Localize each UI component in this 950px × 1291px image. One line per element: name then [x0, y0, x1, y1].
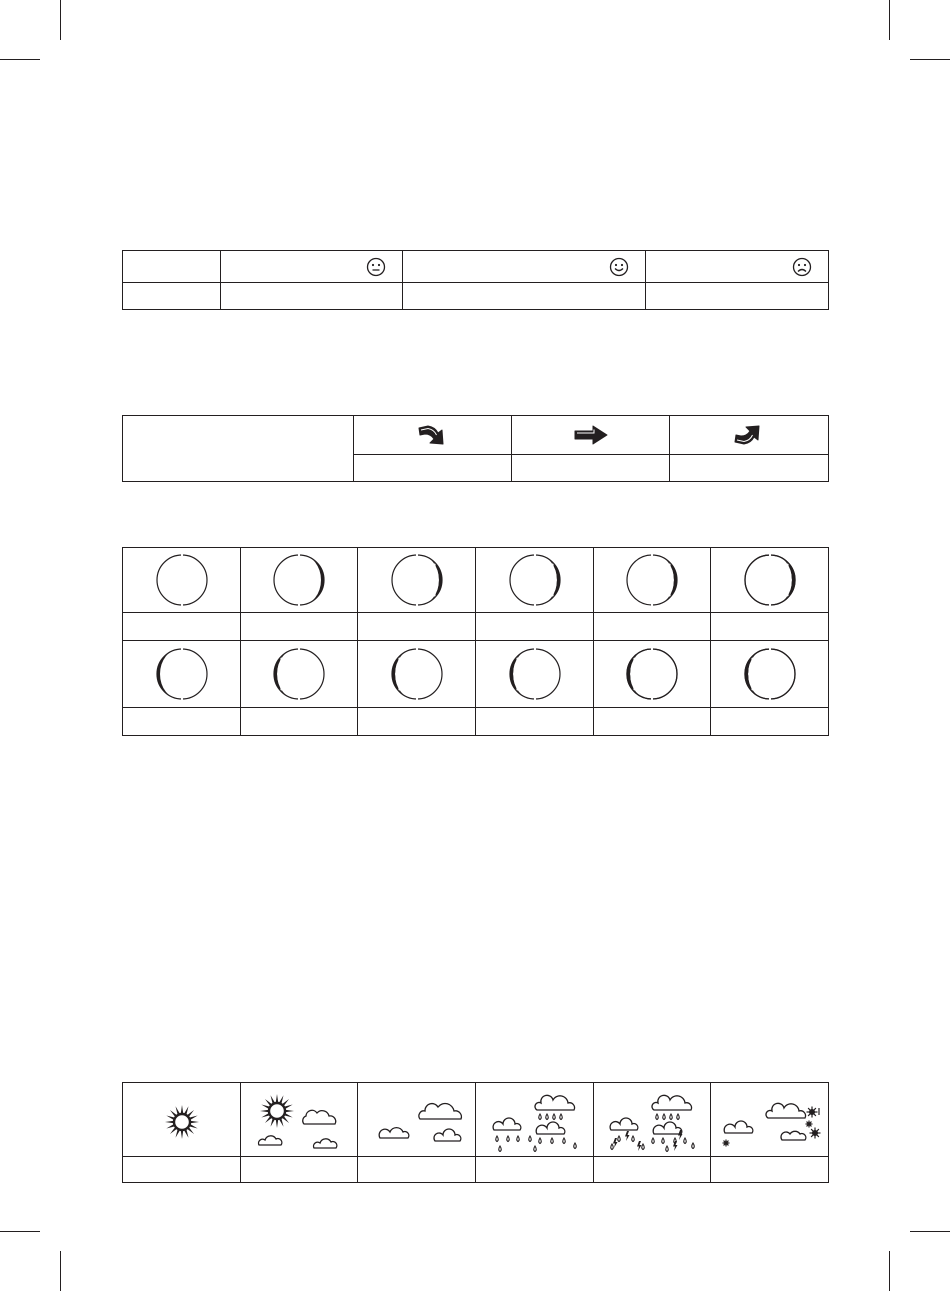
- moon-cell: [123, 548, 241, 613]
- moon-phase-7-icon: [155, 647, 209, 701]
- smiling-face-icon: [609, 257, 629, 277]
- pressure-value: [512, 455, 670, 482]
- moon-phase-5-icon: [625, 553, 679, 607]
- heavy-rain-icon: [597, 1088, 707, 1152]
- pressure-rising-cell: [670, 416, 829, 455]
- weather-label: [241, 1157, 358, 1183]
- pressure-value: [354, 455, 512, 482]
- weather-label: [358, 1157, 476, 1183]
- sunny-icon: [127, 1088, 237, 1152]
- moon-label: [476, 708, 594, 736]
- weather-cell: [476, 1083, 594, 1157]
- moon-cell: [476, 548, 594, 613]
- crop-mark-bottom-left-v: [60, 1251, 61, 1291]
- moon-cell: [358, 548, 476, 613]
- crop-mark-bottom-right-h: [910, 1231, 950, 1232]
- moon-label: [123, 613, 241, 641]
- neutral-face-icon: [366, 257, 386, 277]
- moon-phase-11-icon: [625, 647, 679, 701]
- arrow-down-right-icon: [416, 422, 450, 448]
- comfort-row2-value: [221, 283, 403, 310]
- moon-cell: [711, 548, 829, 613]
- pressure-steady-cell: [512, 416, 670, 455]
- rain-icon: [480, 1088, 590, 1152]
- weather-label: [123, 1157, 241, 1183]
- moon-label: [358, 708, 476, 736]
- sun-and-clouds-icon: [244, 1088, 354, 1152]
- comfort-row1-label: [123, 251, 221, 283]
- moon-label: [123, 708, 241, 736]
- comfort-table: [122, 250, 829, 310]
- weather-forecast-table: [122, 1082, 829, 1183]
- pressure-label: [123, 416, 354, 482]
- weather-label: [594, 1157, 711, 1183]
- moon-label: [594, 613, 711, 641]
- arrow-up-right-icon: [732, 422, 766, 448]
- crop-mark-bottom-left-h: [0, 1231, 40, 1232]
- moon-label: [594, 708, 711, 736]
- moon-phase-table: [122, 547, 829, 736]
- moon-phase-10-icon: [508, 647, 562, 701]
- weather-cell: [241, 1083, 358, 1157]
- moon-cell: [594, 641, 711, 708]
- cloudy-icon: [362, 1088, 472, 1152]
- comfort-neutral-cell: [221, 251, 403, 283]
- moon-label: [711, 613, 829, 641]
- arrow-right-icon: [573, 424, 609, 446]
- weather-cell: [123, 1083, 241, 1157]
- comfort-row2-value: [646, 283, 829, 310]
- sad-face-icon: [792, 257, 812, 277]
- moon-cell: [241, 641, 358, 708]
- moon-cell: [594, 548, 711, 613]
- comfort-row2-label: [123, 283, 221, 310]
- moon-phase-12-icon: [743, 647, 797, 701]
- comfort-row2-value: [403, 283, 646, 310]
- comfort-happy-cell: [403, 251, 646, 283]
- weather-label: [711, 1157, 829, 1183]
- crop-mark-top-left-h: [0, 59, 40, 60]
- moon-phase-1-icon: [155, 553, 209, 607]
- crop-mark-bottom-right-v: [889, 1251, 890, 1291]
- comfort-sad-cell: [646, 251, 829, 283]
- moon-label: [241, 708, 358, 736]
- moon-phase-3-icon: [390, 553, 444, 607]
- moon-phase-4-icon: [508, 553, 562, 607]
- crop-mark-top-right-h: [910, 59, 950, 60]
- moon-cell: [358, 641, 476, 708]
- moon-cell: [476, 641, 594, 708]
- crop-mark-top-right-v: [889, 0, 890, 40]
- snow-icon: [715, 1088, 825, 1152]
- moon-label: [711, 708, 829, 736]
- weather-cell: [358, 1083, 476, 1157]
- pressure-value: [670, 455, 829, 482]
- weather-cell: [711, 1083, 829, 1157]
- weather-cell: [594, 1083, 711, 1157]
- moon-label: [241, 613, 358, 641]
- moon-label: [358, 613, 476, 641]
- weather-label: [476, 1157, 594, 1183]
- moon-phase-8-icon: [272, 647, 326, 701]
- moon-phase-6-icon: [743, 553, 797, 607]
- moon-phase-2-icon: [272, 553, 326, 607]
- pressure-falling-cell: [354, 416, 512, 455]
- moon-cell: [123, 641, 241, 708]
- pressure-trend-table: [122, 415, 829, 482]
- moon-label: [476, 613, 594, 641]
- moon-phase-9-icon: [390, 647, 444, 701]
- moon-cell: [241, 548, 358, 613]
- crop-mark-top-left-v: [60, 0, 61, 40]
- moon-cell: [711, 641, 829, 708]
